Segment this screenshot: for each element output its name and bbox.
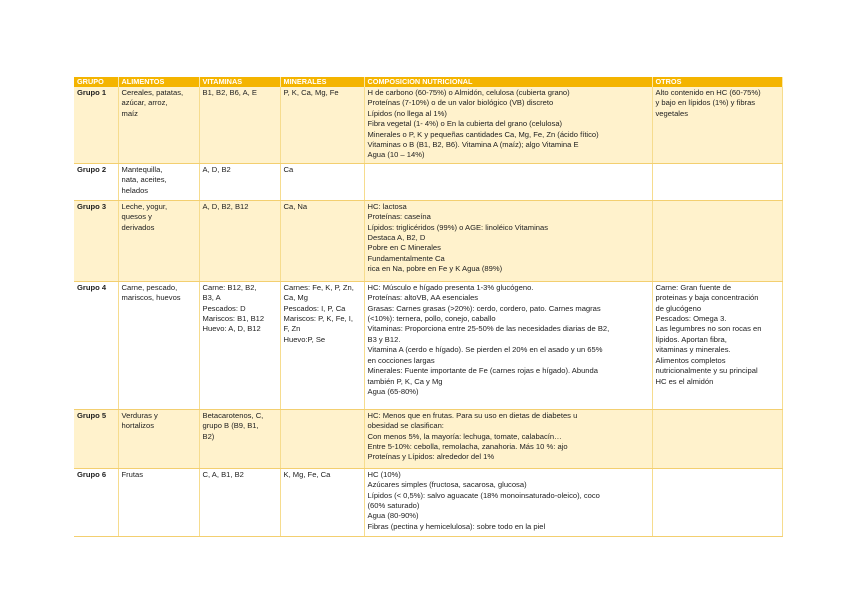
group-cell: Grupo 1 bbox=[74, 87, 118, 163]
composition-line: también P, K, Ca y Mg bbox=[367, 376, 443, 386]
minerals-line: Ca, Mg bbox=[283, 293, 308, 303]
foods-line: quesos y bbox=[121, 212, 152, 222]
other-line: lípidos. Aportan fibra, bbox=[655, 334, 727, 344]
composition-line: Proteínas: caseína bbox=[367, 212, 431, 222]
foods-cell bbox=[118, 468, 199, 536]
minerals-line: Ca, Na bbox=[283, 201, 308, 211]
other-cell bbox=[652, 163, 782, 200]
vitamins-line: grupo B (B9, B1, bbox=[202, 421, 259, 431]
foods-cell bbox=[118, 200, 199, 281]
vitamins-line: B3, A bbox=[202, 293, 221, 303]
composition-line: B3 y B12. bbox=[367, 334, 401, 344]
vitamins-line: C, A, B1, B2 bbox=[202, 469, 244, 479]
minerals-cell bbox=[280, 87, 364, 163]
foods-line: derivados bbox=[121, 222, 155, 232]
minerals-line: Ca bbox=[283, 164, 294, 174]
composition-line: Fibras (pectina y hemicelulosa): sobre todo en la piel bbox=[367, 521, 546, 531]
composition-line: Vitamina A (cerdo e hígado). Se pierden el 20% en el asado y un 65% bbox=[367, 345, 603, 355]
composition-line: HC: lactosa bbox=[367, 201, 407, 211]
foods-line: maíz bbox=[121, 108, 138, 118]
composition-cell bbox=[364, 163, 652, 200]
composition-line: Con menos 5%, la mayoría: lechuga, tomate, calabacín… bbox=[367, 431, 562, 441]
composition-line: rica en Na, pobre en Fe y K Agua (89%) bbox=[367, 264, 503, 274]
vitamins-line: B2) bbox=[202, 431, 215, 441]
composition-line: HC (10%) bbox=[367, 469, 401, 479]
other-line: Las legumbres no son rocas en bbox=[655, 324, 762, 334]
header-alimentos: ALIMENTOS bbox=[118, 77, 199, 87]
header-otros: OTROS bbox=[652, 77, 782, 87]
header-composicion: COMPOSICION NUTRICIONAL bbox=[364, 77, 652, 87]
composition-line: Agua (65-80%) bbox=[367, 386, 419, 396]
minerals-line: K, Mg, Fe, Ca bbox=[283, 469, 331, 479]
other-cell bbox=[652, 468, 782, 536]
composition-line: Lípidos: triglicéridos (99%) o AGE: linoléico Vitaminas bbox=[367, 222, 549, 232]
foods-line: Cereales, patatas, bbox=[121, 88, 184, 97]
composition-line: Vitaminas o B (B1, B2, B6). Vitamina A (maíz); algo Vitamina E bbox=[367, 140, 579, 150]
composition-line: H de carbono (60-75%) o Almidón, celulosa (cubierta grano) bbox=[367, 88, 570, 97]
composition-line: Pobre en C Minerales bbox=[367, 243, 441, 253]
foods-line: nata, aceites, bbox=[121, 175, 167, 185]
composition-line: Proteínas: altoVB, AA esenciales bbox=[367, 293, 479, 303]
foods-cell bbox=[118, 409, 199, 468]
other-line: y bajo en lípidos (1%) y fibras bbox=[655, 98, 756, 108]
composition-cell bbox=[364, 281, 652, 409]
foods-line: mariscos, huevos bbox=[121, 293, 181, 303]
composition-line: Lípidos (no llega al 1%) bbox=[367, 108, 447, 118]
composition-line: Fundamentalmente Ca bbox=[367, 253, 445, 263]
composition-line: Proteínas y Lípidos: alrededor del 1% bbox=[367, 452, 495, 462]
table-row bbox=[74, 409, 782, 468]
vitamins-cell bbox=[199, 281, 280, 409]
other-line: Alto contenido en HC (60-75%) bbox=[655, 88, 761, 97]
composition-line: Agua (10 – 14%) bbox=[367, 150, 425, 160]
vitamins-line: Betacarotenos, C, bbox=[202, 410, 264, 420]
composition-line: Vitaminas: Proporciona entre 25-50% de las necesidades diarias de B2, bbox=[367, 324, 610, 334]
group-cell: Grupo 3 bbox=[74, 200, 118, 281]
vitamins-line: B1, B2, B6, A, E bbox=[202, 88, 257, 97]
vitamins-line: Carne: B12, B2, bbox=[202, 282, 257, 292]
foods-cell bbox=[118, 281, 199, 409]
group-cell: Grupo 2 bbox=[74, 163, 118, 200]
group-cell: Grupo 5 bbox=[74, 409, 118, 468]
other-cell bbox=[652, 409, 782, 468]
foods-cell bbox=[118, 87, 199, 163]
composition-line: Azúcares simples (fructosa, sacarosa, glucosa) bbox=[367, 480, 527, 490]
table-header-row bbox=[74, 77, 782, 87]
composition-line: (60% saturado) bbox=[367, 501, 420, 511]
minerals-cell bbox=[280, 409, 364, 468]
composition-cell bbox=[364, 200, 652, 281]
other-line: vegetales bbox=[655, 108, 689, 118]
composition-cell bbox=[364, 87, 652, 163]
composition-line: obesidad se clasifican: bbox=[367, 421, 444, 431]
table-row bbox=[74, 468, 782, 536]
foods-line: helados bbox=[121, 185, 149, 195]
other-line: vitaminas y minerales. bbox=[655, 345, 731, 355]
minerals-cell bbox=[280, 200, 364, 281]
other-line: Alimentos completos bbox=[655, 355, 726, 365]
minerals-line: P, K, Ca, Mg, Fe bbox=[283, 88, 339, 97]
table-row bbox=[74, 281, 782, 409]
other-line: de glucógeno bbox=[655, 303, 702, 313]
table-row bbox=[74, 200, 782, 281]
foods-line: Verduras y bbox=[121, 410, 158, 420]
table-row bbox=[74, 87, 782, 163]
other-cell bbox=[652, 87, 782, 163]
minerals-cell bbox=[280, 281, 364, 409]
vitamins-cell bbox=[199, 468, 280, 536]
table-row bbox=[74, 163, 782, 200]
foods-line: Frutas bbox=[121, 469, 144, 479]
vitamins-cell bbox=[199, 409, 280, 468]
group-cell: Grupo 4 bbox=[74, 281, 118, 409]
other-cell bbox=[652, 200, 782, 281]
other-line: Carne: Gran fuente de bbox=[655, 282, 732, 292]
composition-line: Destaca A, B2, D bbox=[367, 233, 426, 243]
header-grupo: GRUPO bbox=[74, 77, 118, 87]
minerals-line: F, Zn bbox=[283, 324, 301, 334]
header-vitaminas: VITAMINAS bbox=[199, 77, 280, 87]
page-bottom-fade bbox=[74, 548, 782, 600]
other-cell bbox=[652, 281, 782, 409]
vitamins-cell bbox=[199, 200, 280, 281]
composition-line: Grasas: Carnes grasas (>20%): cerdo, cordero, pato. Carnes magras bbox=[367, 303, 601, 313]
other-line: nutricionalmente y su principal bbox=[655, 366, 758, 376]
minerals-cell bbox=[280, 468, 364, 536]
composition-line: Minerales o P, K y pequeñas cantidades Ca, Mg, Fe, Zn (ácido fítico) bbox=[367, 129, 599, 139]
other-line: proteinas y baja concentración bbox=[655, 293, 759, 303]
minerals-line: Mariscos: P, K, Fe, I, bbox=[283, 314, 353, 324]
nutrition-table bbox=[74, 77, 783, 537]
vitamins-line: Mariscos: B1, B12 bbox=[202, 314, 265, 324]
vitamins-line: A, D, B2 bbox=[202, 164, 231, 174]
vitamins-cell bbox=[199, 163, 280, 200]
composition-line: HC: Músculo e hígado presenta 1-3% glucógeno. bbox=[367, 282, 534, 292]
foods-line: Leche, yogur, bbox=[121, 201, 168, 211]
composition-line: Fibra vegetal (1- 4%) o En la cubierta del grano (celulosa) bbox=[367, 119, 563, 129]
minerals-cell bbox=[280, 163, 364, 200]
foods-cell bbox=[118, 163, 199, 200]
composition-line: Proteínas (7-10%) o de un valor biológico (VB) discreto bbox=[367, 98, 554, 108]
composition-line: Agua (80-90%) bbox=[367, 511, 419, 521]
foods-line: hortalizos bbox=[121, 421, 154, 431]
composition-line: (<10%): ternera, pollo, conejo, caballo bbox=[367, 314, 496, 324]
header-minerales: MINERALES bbox=[280, 77, 364, 87]
composition-line: Entre 5-10%: cebolla, remolacha, zanahoria. Más 10 %: ajo bbox=[367, 442, 568, 452]
vitamins-line: Huevo: A, D, B12 bbox=[202, 324, 261, 334]
composition-line: HC: Menos que en frutas. Para su uso en dietas de diabetes u bbox=[367, 410, 578, 420]
minerals-line: Huevo:P, Se bbox=[283, 334, 326, 344]
composition-cell bbox=[364, 468, 652, 536]
other-line: HC es el almidón bbox=[655, 376, 714, 386]
minerals-line: Carnes: Fe, K, P, Zn, bbox=[283, 282, 354, 292]
vitamins-cell bbox=[199, 87, 280, 163]
composition-cell bbox=[364, 409, 652, 468]
foods-line: Mantequilla, bbox=[121, 164, 163, 174]
composition-line: Lípidos (< 0,5%): salvo aguacate (18% monoinsaturado-oleico), coco bbox=[367, 490, 600, 500]
other-line: Pescados: Omega 3. bbox=[655, 314, 727, 324]
group-cell: Grupo 6 bbox=[74, 468, 118, 536]
composition-line: en cocciones largas bbox=[367, 355, 435, 365]
vitamins-line: Pescados: D bbox=[202, 303, 246, 313]
foods-line: azúcar, arroz, bbox=[121, 98, 168, 108]
vitamins-line: A, D, B2, B12 bbox=[202, 201, 249, 211]
foods-line: Carne, pescado, bbox=[121, 282, 178, 292]
composition-line: Minerales: Fuente importante de Fe (carnes rojas e hígado). Abunda bbox=[367, 366, 598, 376]
minerals-line: Pescados: I, P, Ca bbox=[283, 303, 346, 313]
